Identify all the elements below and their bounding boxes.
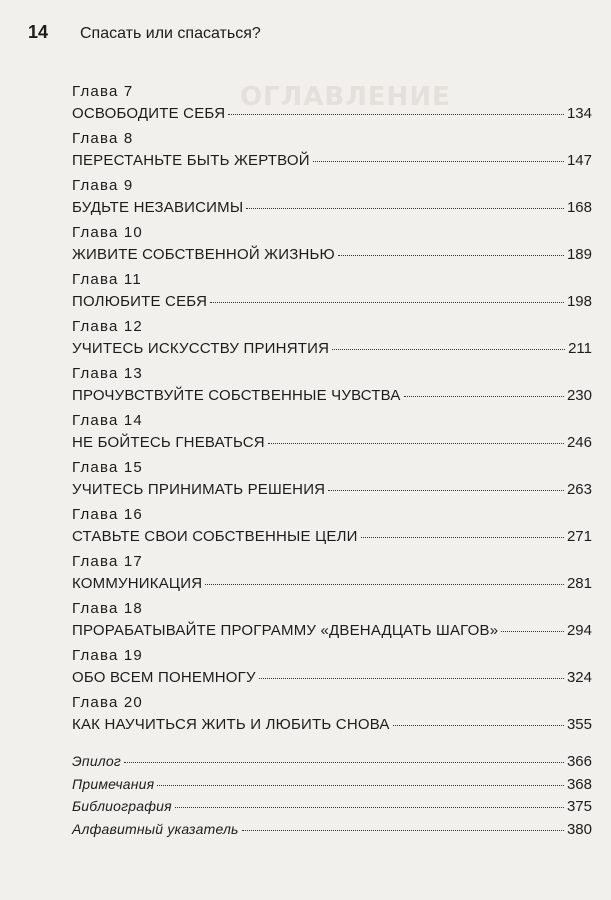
toc-row xyxy=(72,572,592,595)
chapter-label: Глава 9 xyxy=(72,177,134,194)
toc-entry xyxy=(72,693,592,740)
chapter-page: 198 xyxy=(566,293,592,310)
chapter-title: КАК НАУЧИТЬСЯ ЖИТЬ И ЛЮБИТЬ СНОВА xyxy=(72,716,390,733)
chapter-title: ПОЛЮБИТЕ СЕБЯ xyxy=(72,293,208,310)
chapter-title: ЖИВИТЕ СОБСТВЕННОЙ ЖИЗНЬЮ xyxy=(72,246,335,263)
back-matter-row xyxy=(72,795,592,818)
dot-leader xyxy=(205,584,564,585)
chapter-title: СТАВЬТЕ СВОИ СОБСТВЕННЫЕ ЦЕЛИ xyxy=(72,528,358,545)
toc-entry xyxy=(72,411,592,458)
chapter-label: Глава 17 xyxy=(72,553,143,570)
toc-row xyxy=(72,384,592,407)
dot-leader xyxy=(328,490,564,491)
back-matter-title: Примечания xyxy=(72,775,155,792)
chapter-page: 134 xyxy=(566,105,592,122)
dot-leader xyxy=(259,678,564,679)
chapter-label: Глава 16 xyxy=(72,506,143,523)
dot-leader xyxy=(361,537,564,538)
dot-leader xyxy=(157,785,564,786)
page-header xyxy=(28,22,591,43)
chapter-label: Глава 7 xyxy=(72,83,134,100)
back-matter-page: 375 xyxy=(566,798,592,815)
toc-row xyxy=(72,619,592,642)
running-title: Спасать или спасаться? xyxy=(80,25,261,42)
dot-leader xyxy=(268,443,564,444)
chapter-label: Глава 14 xyxy=(72,412,143,429)
toc-row xyxy=(72,666,592,689)
page-number: 14 xyxy=(28,22,49,42)
chapter-title: КОММУНИКАЦИЯ xyxy=(72,575,203,592)
toc-row xyxy=(72,525,592,548)
chapter-page: 246 xyxy=(566,434,592,451)
chapter-label: Глава 13 xyxy=(72,365,143,382)
show-through-heading: ОГЛАВЛЕНИЕ xyxy=(240,82,451,112)
chapter-title: УЧИТЕСЬ ПРИНИМАТЬ РЕШЕНИЯ xyxy=(72,481,326,498)
back-matter-row xyxy=(72,818,592,841)
toc-row xyxy=(72,243,592,266)
chapter-label: Глава 18 xyxy=(72,600,143,617)
chapter-page: 189 xyxy=(566,246,592,263)
chapter-title: ПЕРЕСТАНЬТЕ БЫТЬ ЖЕРТВОЙ xyxy=(72,152,310,169)
toc-row xyxy=(72,102,592,125)
table-of-contents xyxy=(72,82,592,840)
dot-leader xyxy=(210,302,564,303)
chapter-page: 211 xyxy=(568,340,592,357)
chapter-page: 324 xyxy=(566,669,592,686)
chapter-page: 294 xyxy=(566,622,592,639)
dot-leader xyxy=(175,807,564,808)
back-matter-row xyxy=(72,773,592,796)
chapter-page: 281 xyxy=(566,575,592,592)
chapter-page: 147 xyxy=(566,152,592,169)
toc-entry xyxy=(72,82,592,129)
chapter-label: Глава 20 xyxy=(72,694,143,711)
chapter-label: Глава 10 xyxy=(72,224,143,241)
chapter-title: БУДЬТЕ НЕЗАВИСИМЫ xyxy=(72,199,244,216)
chapter-title: ОСВОБОДИТЕ СЕБЯ xyxy=(72,105,226,122)
chapter-page: 168 xyxy=(566,199,592,216)
toc-entry xyxy=(72,129,592,176)
toc-row xyxy=(72,431,592,454)
toc-row xyxy=(72,149,592,172)
chapter-list xyxy=(72,82,592,740)
toc-entry xyxy=(72,364,592,411)
chapter-title: НЕ БОЙТЕСЬ ГНЕВАТЬСЯ xyxy=(72,434,265,451)
chapter-page: 230 xyxy=(566,387,592,404)
toc-entry xyxy=(72,176,592,223)
chapter-page: 355 xyxy=(566,716,592,733)
toc-row xyxy=(72,337,592,360)
toc-entry xyxy=(72,599,592,646)
chapter-label: Глава 8 xyxy=(72,130,134,147)
dot-leader xyxy=(313,161,564,162)
back-matter-title: Библиография xyxy=(72,798,172,814)
dot-leader xyxy=(246,208,564,209)
toc-entry xyxy=(72,458,592,505)
back-matter-row xyxy=(72,750,592,773)
back-matter-page: 368 xyxy=(566,775,592,793)
dot-leader xyxy=(393,725,564,726)
dot-leader xyxy=(124,762,564,763)
toc-entry xyxy=(72,317,592,364)
back-matter-page: 366 xyxy=(566,753,592,770)
back-matter-title: Эпилог xyxy=(72,753,121,769)
chapter-title: ПРОРАБАТЫВАЙТЕ ПРОГРАММУ «ДВЕНАДЦАТЬ ШАГОВ» xyxy=(72,622,499,639)
chapter-title: ПРОЧУВСТВУЙТЕ СОБСТВЕННЫЕ ЧУВСТВА xyxy=(72,387,401,404)
dot-leader xyxy=(332,349,565,350)
toc-row xyxy=(72,290,592,313)
dot-leader xyxy=(242,830,564,831)
chapter-label: Глава 11 xyxy=(72,271,142,288)
chapter-page: 271 xyxy=(566,528,592,545)
toc-entry xyxy=(72,646,592,693)
chapter-title: УЧИТЕСЬ ИСКУССТВУ ПРИНЯТИЯ xyxy=(72,340,330,357)
dot-leader xyxy=(501,631,564,632)
chapter-title: ОБО ВСЕМ ПОНЕМНОГУ xyxy=(72,669,256,686)
back-matter-page: 380 xyxy=(566,820,592,838)
toc-row xyxy=(72,196,592,219)
back-matter-title: Алфавитный указатель xyxy=(72,820,239,837)
chapter-label: Глава 19 xyxy=(72,647,143,664)
toc-row xyxy=(72,478,592,501)
toc-entry xyxy=(72,270,592,317)
dot-leader xyxy=(404,396,564,397)
toc-row xyxy=(72,713,592,736)
toc-entry xyxy=(72,552,592,599)
dot-leader xyxy=(338,255,564,256)
dot-leader xyxy=(228,114,564,115)
chapter-page: 263 xyxy=(566,481,592,498)
toc-entry xyxy=(72,223,592,270)
toc-entry xyxy=(72,505,592,552)
chapter-label: Глава 12 xyxy=(72,318,143,335)
chapter-label: Глава 15 xyxy=(72,459,143,476)
back-matter-list xyxy=(72,750,592,840)
